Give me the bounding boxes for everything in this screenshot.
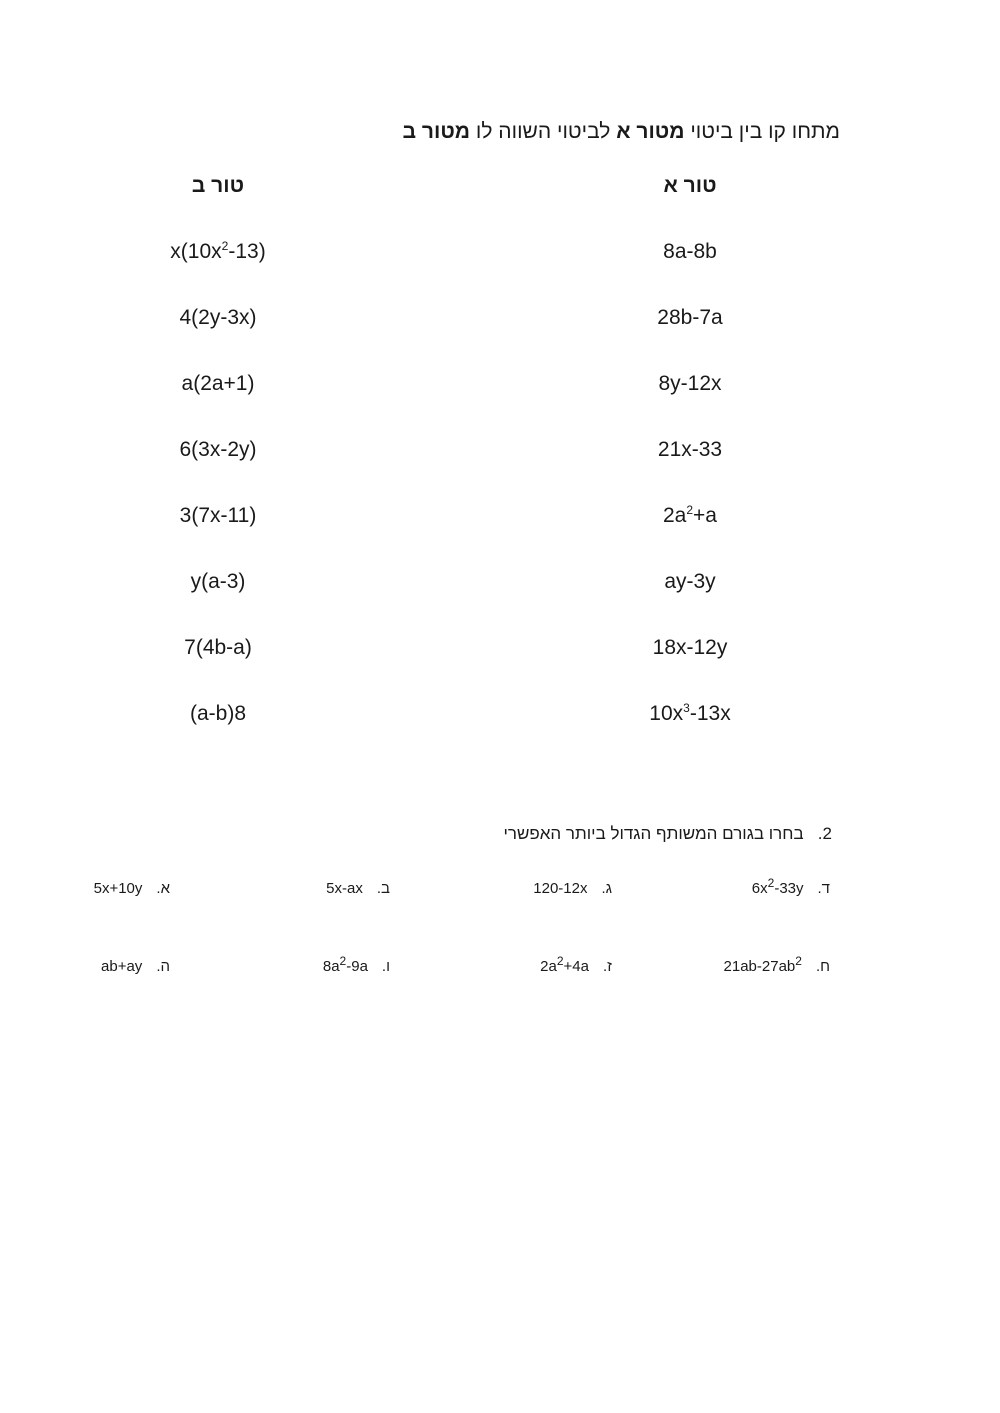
column-a-header: טור א xyxy=(663,174,717,197)
column-a-expression[interactable] xyxy=(580,570,800,594)
column-b-expression[interactable] xyxy=(108,570,328,594)
expression-tail: -33y xyxy=(774,880,804,897)
column-a-expression[interactable] xyxy=(580,306,800,330)
expression-base: 28b-7a xyxy=(657,306,723,329)
expression-base: 120-12x xyxy=(533,880,588,897)
expression-base: 3(7x-11) xyxy=(179,504,257,527)
title-bold-column-b: מטור ב xyxy=(402,120,471,143)
expression-exponent: 2 xyxy=(339,954,347,968)
expression-base: 8a xyxy=(322,958,340,975)
expression-base: 10x xyxy=(649,702,684,725)
factor-expression xyxy=(94,880,143,897)
factor-item[interactable] xyxy=(723,954,830,975)
column-a-expression[interactable] xyxy=(580,240,800,264)
item-letter: ג. xyxy=(601,880,612,897)
factor-expression xyxy=(326,880,363,897)
column-a-expression[interactable] xyxy=(580,438,800,462)
column-b-expression[interactable] xyxy=(108,240,328,264)
column-a-expression[interactable] xyxy=(580,504,800,528)
expression-base: y(a-3) xyxy=(190,570,246,593)
column-a-expression[interactable] xyxy=(580,636,800,660)
expression-base: a(2a+1) xyxy=(181,372,255,395)
factor-item[interactable] xyxy=(94,880,170,897)
column-a-expression[interactable] xyxy=(580,372,800,396)
expression-base: 5x+10y xyxy=(93,880,143,897)
column-b-header: טור ב xyxy=(191,174,245,197)
column-b-expression[interactable] xyxy=(108,504,328,528)
question-2-prompt xyxy=(503,824,832,844)
item-letter: א. xyxy=(156,880,170,897)
title-bold-column-a: מטור א xyxy=(616,120,685,143)
item-letter: ד. xyxy=(817,880,830,897)
expression-base: 7(4b-a) xyxy=(184,636,252,659)
expression-exponent: 2 xyxy=(767,876,775,890)
column-b-expression[interactable] xyxy=(108,636,328,660)
factor-item[interactable] xyxy=(540,954,612,975)
question-1-title xyxy=(403,120,840,144)
expression-exponent: 2 xyxy=(795,954,802,968)
factor-item[interactable] xyxy=(751,876,830,897)
expression-base: ab+ay xyxy=(101,958,143,975)
title-text-2: לביטוי השווה לו xyxy=(470,120,617,143)
expression-base: 8a-8b xyxy=(663,240,717,263)
item-letter: ז. xyxy=(602,958,612,975)
expression-exponent: 3 xyxy=(683,701,690,715)
factor-expression xyxy=(101,958,142,975)
factor-expression xyxy=(322,954,368,975)
factor-expression xyxy=(723,954,802,975)
expression-base: 21x-33 xyxy=(657,438,723,461)
expression-base: ay-3y xyxy=(664,570,716,593)
expression-base: 2a xyxy=(663,504,687,527)
expression-tail: +4a xyxy=(563,958,589,975)
expression-tail: -13x xyxy=(689,702,731,725)
item-letter: ב. xyxy=(376,880,390,897)
factor-item[interactable] xyxy=(322,954,390,975)
expression-base: 18x-12y xyxy=(652,636,728,659)
expression-base: 2a xyxy=(540,958,557,975)
column-a-expression[interactable] xyxy=(580,702,800,726)
expression-base: 21ab-27ab xyxy=(723,958,796,975)
expression-exponent: 2 xyxy=(221,239,229,253)
expression-exponent: 2 xyxy=(686,503,694,517)
expression-base: (a-b)8 xyxy=(189,702,247,725)
expression-base: 5x-ax xyxy=(326,880,363,897)
expression-base: 8y-12x xyxy=(658,372,722,395)
item-letter: ח. xyxy=(815,958,830,975)
question-2-title: בחרו בגורם המשותף הגדול ביותר האפשרי xyxy=(503,824,804,843)
question-2-number: 2. xyxy=(817,824,832,843)
expression-base: 6(3x-2y) xyxy=(179,438,257,461)
expression-base: 4(2y-3x) xyxy=(179,306,257,329)
expression-base: 6x xyxy=(751,880,768,897)
expression-exponent: 2 xyxy=(556,954,564,968)
expression-tail: -13) xyxy=(228,240,266,263)
factor-expression xyxy=(751,876,804,897)
factor-item[interactable] xyxy=(326,880,390,897)
factor-expression xyxy=(540,954,589,975)
item-letter: ה. xyxy=(156,958,170,975)
factor-item[interactable] xyxy=(533,880,612,897)
expression-base: x(10x xyxy=(170,240,222,263)
factor-expression xyxy=(533,880,587,897)
factor-item[interactable] xyxy=(101,958,170,975)
column-b-expression[interactable] xyxy=(108,372,328,396)
title-text-1: מתחו קו בין ביטוי xyxy=(684,120,840,143)
column-b-expression[interactable] xyxy=(108,438,328,462)
column-b-expression[interactable] xyxy=(108,306,328,330)
column-b-expression[interactable] xyxy=(108,702,328,726)
expression-tail: -9a xyxy=(346,958,368,975)
expression-tail: +a xyxy=(693,504,717,527)
item-letter: ו. xyxy=(381,958,390,975)
